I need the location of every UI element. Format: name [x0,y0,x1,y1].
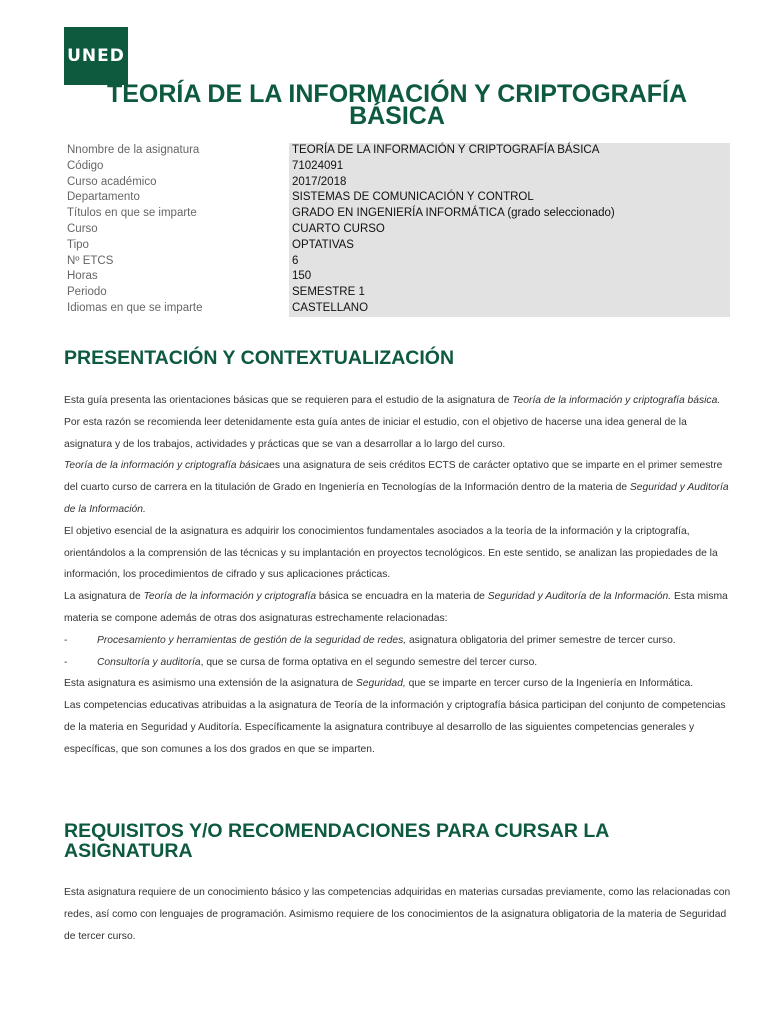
info-value: CUARTO CURSO [289,222,730,238]
paragraph: Las competencias educativas atribuidas a la asignatura de Teoría de la información y criptografía básica participan del conjunto de competencias de la materia en Seguridad y Auditoría. Específicamente la asignatura contribuye al desarrollo de las siguientes competencias generales y específicas, que son comunes a los dos grados en que se imparten. [64,700,726,755]
list-item [64,652,732,674]
section-heading-presentacion: PRESENTACIÓN Y CONTEXTUALIZACIÓN [64,347,455,369]
info-row-ects [64,254,730,270]
info-value: SEMESTRE 1 [289,285,730,301]
info-label: Periodo [67,286,107,299]
course-name-italic: Seguridad, [355,678,406,690]
info-row-curso [64,222,730,238]
text-run: es una asignatura de seis créditos ECTS de carácter optativo que se imparte en el primer semestre del cuarto curso de carrera en la titulación de Grado en Ingeniería en Tecnologías de la Información dentro de la materia de [64,460,723,494]
paragraph [64,673,732,695]
paragraph [64,390,732,455]
info-row-horas [64,269,730,285]
subject-name-italic: Seguridad y Auditoría de la Información. [487,591,672,603]
info-value: TEORÍA DE LA INFORMACIÓN Y CRIPTOGRAFÍA BÁSICA [289,143,730,159]
course-name-italic: Teoría de la información y criptografía básica. [512,395,721,406]
info-value: CASTELLANO [289,301,730,317]
paragraph [64,455,732,520]
text-run: asignatura obligatoria del primer semestre de tercer curso. [406,634,676,646]
info-value: 6 [289,254,730,270]
info-label: Idiomas en que se imparte [67,301,203,314]
section-heading-requisitos: REQUISITOS Y/O RECOMENDACIONES PARA CURSAR LA ASIGNATURA [64,820,609,862]
info-row-curso-academico [64,175,730,191]
info-value: 150 [289,269,730,285]
course-name-italic: Consultoría y auditoría [97,656,201,668]
list-item [64,630,732,652]
info-row-periodo [64,285,730,301]
info-row-codigo [64,159,730,175]
info-row-titulos [64,206,730,222]
info-value: SISTEMAS DE COMUNICACIÓN Y CONTROL [289,190,730,206]
section-body-requisitos [64,882,732,947]
info-value: OPTATIVAS [289,238,730,254]
info-row-idiomas [64,301,730,317]
info-label: Títulos en que se imparte [67,207,197,220]
info-label: Horas [67,270,98,283]
info-label: Curso académico [67,175,157,188]
list-dash: - [64,656,68,668]
paragraph: Esta asignatura requiere de un conocimiento básico y las competencias adquiridas en materias cursadas previamente, como las relacionadas con redes, así como con lenguajes de programación. Asimismo requiere de los conocimientos de la asignatura obligatoria de la materia de Seguridad de tercer curso. [64,887,731,942]
course-name-italic: Procesamiento y herramientas de gestión de la seguridad de redes, [97,634,407,646]
text-run: Esta guía presenta las orientaciones básicas que se requieren para el estudio de la asignatura de [64,395,513,406]
info-label: Nnombre de la asignatura [67,144,200,156]
course-name-italic: Teoría de la información y criptografía básica [64,460,270,472]
info-row-nombre [64,143,730,159]
course-name-italic: Teoría de la información y criptografía [143,591,317,603]
info-row-departamento [64,190,730,206]
info-label: Nº ETCS [67,254,114,267]
paragraph: El objetivo esencial de la asignatura es adquirir los conocimientos fundamentales asociados a la teoría de la información y la criptografía, orientándolos a la comprensión de las técnicas y su implantación en proyectos tecnológicos. En este sentido, se analizan las propiedades de la información, los procedimientos de cifrado y sus aplicaciones prácticas. [64,525,718,581]
text-run: La asignatura de [64,591,144,603]
text-run: Por esta razón se recomienda leer detenidamente esta guía antes de iniciar el estudio, con el objetivo de hacerse una idea general de la asignatura y de los trabajos, actividades y prácticas que se van a desarrollar a lo largo del curso. [64,416,687,450]
info-value: 2017/2018 [289,175,730,191]
info-label: Departamento [67,191,140,204]
course-info-table [64,143,730,317]
info-label: Tipo [67,238,89,251]
text-run: Esta asignatura es asimismo una extensión de la asignatura de [64,678,356,690]
info-label: Código [67,159,104,172]
list-dash: - [64,634,68,646]
subject-name-italic: Seguridad y Auditoría de la Información. [64,482,729,515]
uned-logo: UNED [64,27,128,85]
info-label: Curso [67,222,98,235]
paragraph [64,586,732,630]
text-run: Esta misma materia se compone además de otras dos asignaturas estrechamente relacionadas: [64,591,728,624]
text-run: que se imparte en tercer curso de la Ingeniería en Informática. [405,678,694,690]
section-body-presentacion [64,390,732,761]
text-run: , que se cursa de forma optativa en el segundo semestre del tercer curso. [200,656,538,668]
text-run: básica se encuadra en la materia de [316,591,488,603]
info-value: GRADO EN INGENIERÍA INFORMÁTICA (grado seleccionado) [289,206,730,222]
info-row-tipo [64,238,730,254]
document-title: TEORÍA DE LA INFORMACIÓN Y CRIPTOGRAFÍA BÁSICA [106,80,688,130]
info-value: 71024091 [289,159,730,175]
